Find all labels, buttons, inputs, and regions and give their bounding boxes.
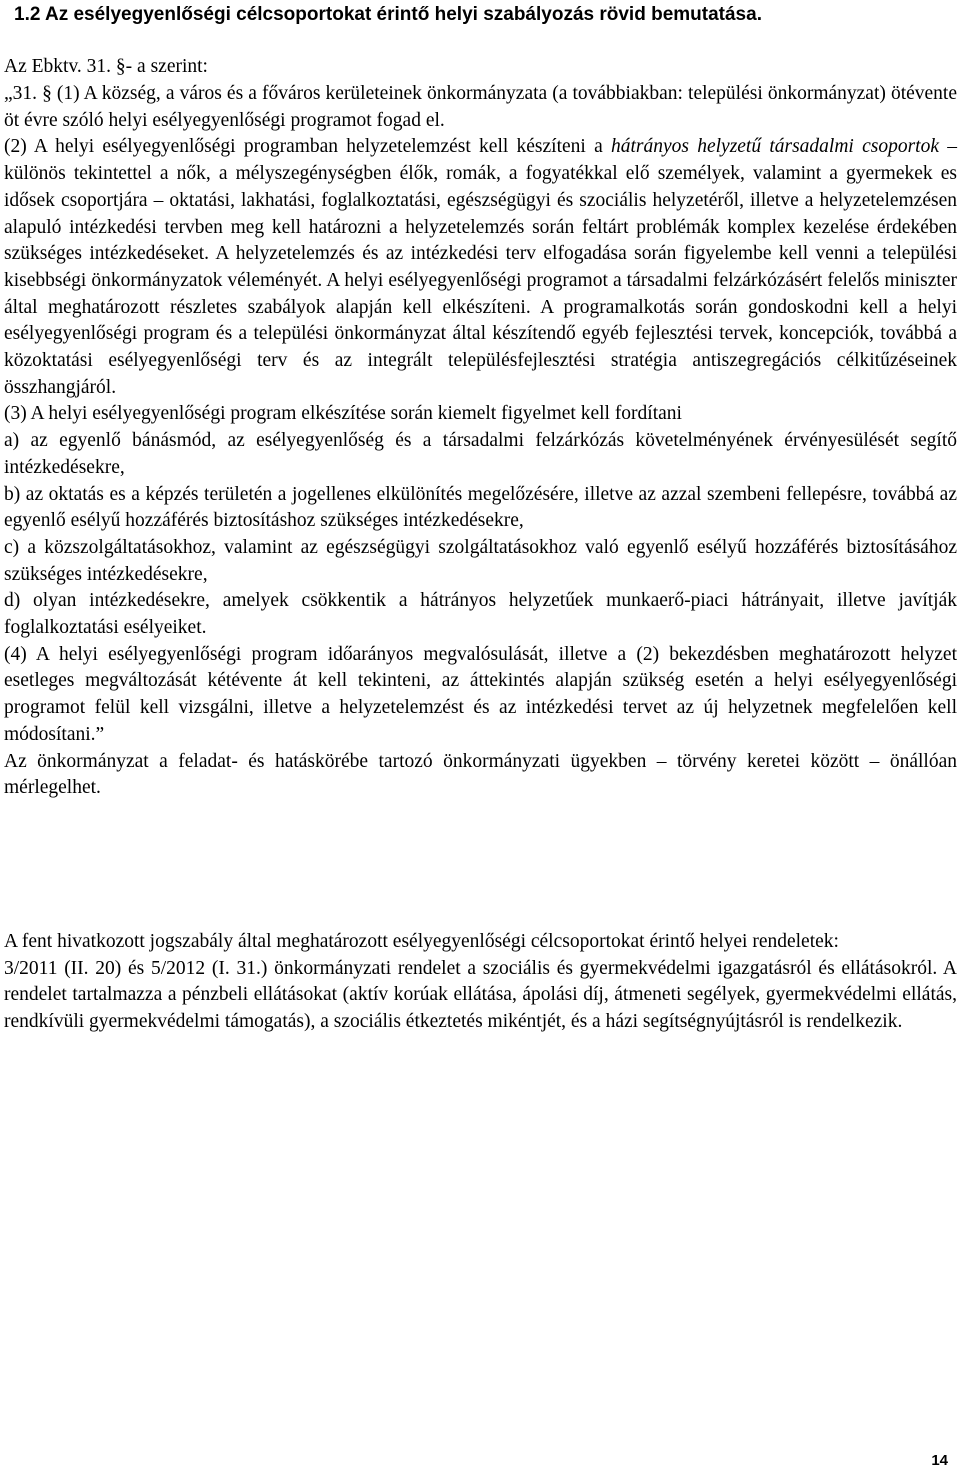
list-item-c: c) a közszolgáltatásokhoz, valamint az egészségügyi szolgáltatásokhoz való egyenlő esélyű hozzáférés biztosításához szükséges intézkedésekre, [4,536,957,585]
page-number: 14 [931,1452,948,1469]
body-text-block [4,81,957,802]
list-item-a: a) az egyenlő bánásmód, az esélyegyenlőség és a társadalmi felzárkózás követelményének érvényesülését segítő intézkedésekre, [4,430,957,478]
intro-text: Az Ebktv. 31. §- a szerint: [4,56,208,77]
paragraph-7: 3/2011 (II. 20) és 5/2012 (I. 31.) önkormányzati rendelet a szociális és gyermekvédelmi igazgatásról és ellátásokról. A rendelet tartalmazza a pénzbeli ellátásokat (aktív korúak ellátása, ápolási díj, átmeneti segélyek, gyermekvédelmi ellátás, rendkívüli gyermekvédelmi támogatás), a szociális étkeztetés mikéntjét, és a házi segítségnyújtásról is rendelkezik. [4,957,957,1033]
paragraph-2-rest: – különös tekintettel a nők, a mélyszegénységben élők, romák, a fogyatékkal elő személyek, valamint a gyermekek es idősek csoportjára – oktatási, lakhatási, foglalkoztatási, egészségügyi és szociális helyzetéről, illetve a helyzetelemzésen alapuló intézkedési tervben meg kell határozni a helyzetelemzés során feltárt problémák komplex kezelése érdekében szükséges intézkedéseket. A helyzetelemzés és az intézkedési terv elfogadása során figyelembe kell venni a települési kisebbségi önkormányzatok véleményét. A helyi esélyegyenlőségi programot a társadalmi felzárkózásért felelős miniszter által meghatározott részletes szabályok alapján kell elkészíteni. A programalkotás során gondoskodni kell a helyi esélyegyenlőségi program és a települési önkormányzat által készítendő egyéb fejlesztési tervek, koncepciók, továbbá a közoktatási esélyegyenlőségi terv és az integrált településfejlesztési stratégia antiszegregációs célkitűzéseinek összhangjáról. [4,136,958,398]
paragraph-3: (3) A helyi esélyegyenlőségi program elkészítése során kiemelt figyelmet kell fordítani [4,403,682,425]
paragraph-6: A fent hivatkozott jogszabály által meghatározott esélyegyenlőségi célcsoportokat érintő helyei rendeletek: [4,931,839,952]
paragraph-5: Az önkormányzat a feladat- és hatáskörébe tartozó önkormányzati ügyekben – törvény keretei között – önállóan mérlegelhet. [4,750,957,799]
paragraph-2-italic: hátrányos helyzetű társadalmi csoportok [610,136,940,158]
paragraph-1: „31. § (1) A község, a város és a főváros kerületeinek önkormányzata (a továbbiakban: települési önkormányzat) ötévente öt évre szóló helyi esélyegyenlőségi programot fogad el. [4,83,957,131]
list-item-d: d) olyan intézkedésekre, amelyek csökkentik a hátrányos helyzetűek munkaerő-piaci hátrányait, illetve javítják foglalkoztatási esélyeiket. [4,590,957,639]
paragraph-2 [4,134,957,401]
regulations-block [4,929,957,1036]
intro-line [4,54,957,81]
section-heading: 1.2 Az esélyegyenlőségi célcsoportokat érintő helyi szabályozás rövid bemutatása. [14,4,762,25]
paragraph-2-start: (2) A helyi esélyegyenlőségi programban helyzetelemzést kell készíteni a [4,136,611,158]
list-item-b: b) az oktatás es a képzés területén a jogellenes elkülönítés megelőzésére, illetve az azzal szembeni fellepésre, továbbá az egyenlő esélyű hozzáférés biztosításhoz szükséges intézkedésekre, [4,483,957,532]
paragraph-4: (4) A helyi esélyegyenlőségi program időarányos megvalósulását, illetve a (2) bekezdésben meghatározott helyzet esetleges megváltozását kétévente át kell tekinteni, az áttekintés alapján szükség esetén a helyi esélyegyenlőségi programot felül kell vizsgálni, illetve a helyzetelemzést és az intézkedési tervet az új helyzetnek megfelelően kell módosítani.” [4,643,957,745]
